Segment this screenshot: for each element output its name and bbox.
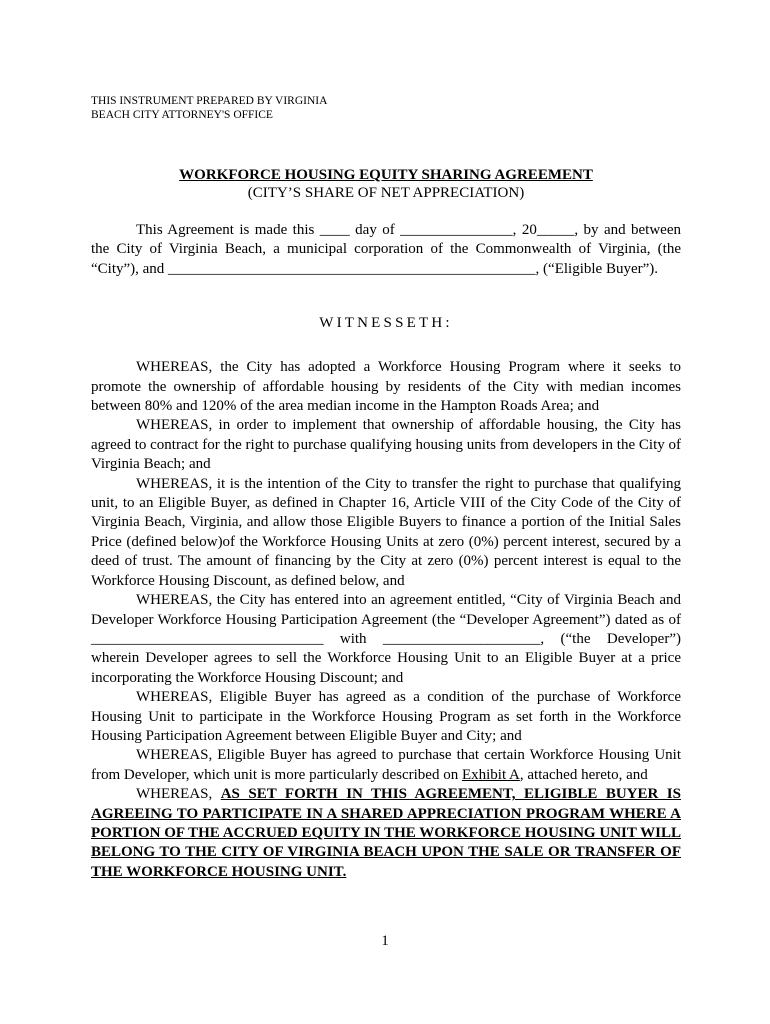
recital-participation: WHEREAS, Eligible Buyer has agreed as a condition of the purchase of Workforce Housing Unit to participate in the Workforce Housing Program as set forth in the Workforce Housing Participation Agreement between Eligible Buyer and City; and xyxy=(91,689,681,744)
recital-whereas-lead: WHEREAS, xyxy=(136,786,221,803)
shared-appreciation-notice: AS SET FORTH IN THIS AGREEMENT, ELIGIBLE BUYER IS AGREEING TO PARTICIPATE IN A SHARED APPRECIATION PROGRAM WHERE A PORTION OF THE ACCRUED EQUITY IN THE WORKFORCE HOUSING UNIT WILL BELONG TO THE CITY OF VIRGINIA BEACH UPON THE SALE OR TRANSFER OF THE WORKFORCE HOUSING UNIT. xyxy=(91,786,681,880)
witnesseth-heading: WITNESSETH: xyxy=(319,315,453,332)
recital-transfer-right: WHEREAS, it is the intention of the City to transfer the right to purchase that qualifying unit, to an Eligible Buyer, as defined in Chapter 16, Article VIII of the City Code of the City of Virginia Beach, Virginia, and allow those Eligible Buyers to finance a portion of the Initial Sales Price (defined below)of the Workforce Housing Units at zero (0%) percent interest, secured by a deed of trust. The amount of financing by the City at zero (0%) percent interest is equal to the Workforce Housing Discount, as defined below, and xyxy=(91,475,681,589)
recital-purchase-tail: , attached hereto, and xyxy=(519,766,648,783)
recital-shared-appreciation xyxy=(91,785,681,882)
document-title xyxy=(91,166,681,202)
prepared-by-line-2: BEACH CITY ATTORNEY'S OFFICE xyxy=(91,109,273,121)
recital-purchase-text: WHEREAS, Eligible Buyer has agreed to purchase that certain Workforce Housing Unit from Developer, which unit is more particularly described on xyxy=(91,747,681,783)
recital-purchase-unit xyxy=(91,746,681,785)
page-number: 1 xyxy=(381,933,389,949)
intro-paragraph: This Agreement is made this ____ day of _______________, 20_____, by and between the City of Virginia Beach, a municipal corporation of the Commonwealth of Virginia, (the “City”), and _________________________________________________, (“Eligible Buyer”). xyxy=(91,222,681,277)
exhibit-a-reference: Exhibit A xyxy=(461,766,520,783)
prepared-by-block xyxy=(91,94,681,122)
recital-program: WHEREAS, the City has adopted a Workforce Housing Program where it seeks to promote the ownership of affordable housing by residents of the City with median incomes between 80% and 120% of the area median income in the Hampton Roads Area; and xyxy=(91,359,681,415)
agreement-title: WORKFORCE HOUSING EQUITY SHARING AGREEMENT xyxy=(179,167,593,183)
recital-developer-agreement: WHEREAS, the City has entered into an agreement entitled, “City of Virginia Beach and Developer Workforce Housing Participation Agreement (the “Developer Agreement”) dated as of _______________________________ with _____________________, (“the Developer”) wherein Developer agrees to sell the Workforce Housing Unit to an Eligible Buyer at a price incorporating the Workforce Housing Discount; and xyxy=(91,592,681,686)
recital-contract-right: WHEREAS, in order to implement that ownership of affordable housing, the City has agreed to contract for the right to purchase qualifying housing units from developers in the City of Virginia Beach; and xyxy=(91,417,681,473)
prepared-by-line-1: THIS INSTRUMENT PREPARED BY VIRGINIA xyxy=(91,95,328,107)
agreement-subtitle: (CITY’S SHARE OF NET APPRECIATION) xyxy=(247,185,525,201)
